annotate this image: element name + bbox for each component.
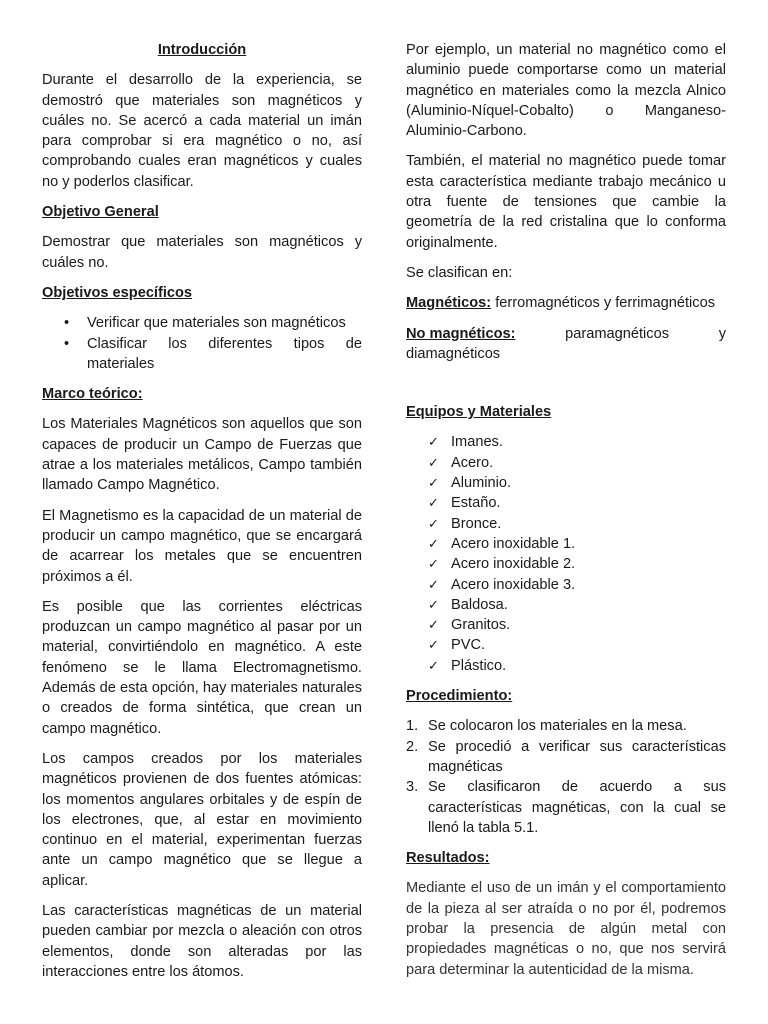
spacer [406, 374, 726, 402]
list-item-text: Acero inoxidable 2. [451, 556, 576, 573]
list-item-text: Bronce. [451, 515, 502, 532]
checkmark-icon: ✓ [428, 454, 439, 470]
list-item-text: Baldosa. [451, 596, 508, 613]
bullet-icon: • [64, 315, 70, 332]
step-number: 3. [406, 779, 419, 796]
list-item [406, 777, 726, 838]
left-column [42, 40, 362, 992]
right-column [406, 40, 726, 990]
theory-paragraph: Los Materiales Magnéticos son aquellos que son capaces de producir un Campo de Fuerzas que atrae a los materiales metálicos, Campo también llamado Campo Magnético. [42, 416, 362, 494]
equipment-heading: Equipos y Materiales [406, 404, 552, 421]
list-item [42, 313, 362, 333]
list-item-text: Granitos. [451, 617, 511, 634]
list-item-text: Estaño. [451, 495, 501, 512]
list-item-text: Se procedió a verificar sus características magnéticas [428, 738, 726, 775]
list-item [42, 334, 362, 375]
list-item-text: Se colocaron los materiales en la mesa. [428, 718, 687, 735]
list-item [406, 716, 726, 736]
checkmark-icon: ✓ [428, 535, 439, 551]
list-item [406, 595, 726, 615]
specific-objectives-list [42, 313, 362, 374]
checkmark-icon: ✓ [428, 637, 439, 653]
checkmark-icon: ✓ [428, 596, 439, 612]
checkmark-icon: ✓ [428, 617, 439, 633]
checkmark-icon: ✓ [428, 495, 439, 511]
theory-paragraph: El Magnetismo es la capacidad de un material de producir un campo magnético, que se encargará de acarrear los metales que se encuentren próximos a él. [42, 507, 362, 585]
nonmagnetic-label: No magnéticos: [406, 325, 516, 342]
results-heading: Resultados: [406, 850, 490, 867]
list-item [406, 635, 726, 655]
nonmagnetic-word: paramagnéticos [565, 325, 669, 342]
step-number: 2. [406, 738, 419, 755]
magnetic-classification [406, 293, 726, 313]
general-objective-heading: Objetivo General [42, 204, 159, 221]
checkmark-icon: ✓ [428, 434, 439, 450]
checkmark-icon: ✓ [428, 515, 439, 531]
theory-paragraph: Es posible que las corrientes eléctricas produzcan un campo magnético al pasar por un material, convirtiéndolo en magnético. A este fenómeno se le llama Electromagnetismo. Además de esta opción, hay materiales naturales o creados de forma sintética, que crean un campo magnético. [42, 598, 362, 737]
equipment-list [406, 432, 726, 676]
body-paragraph: Se clasifican en: [406, 264, 513, 281]
list-item [406, 737, 726, 778]
checkmark-icon: ✓ [428, 657, 439, 673]
bullet-icon: • [64, 335, 70, 352]
theory-paragraph: Las características magnéticas de un material pueden cambiar por mezcla o aleación con otros elementos, donde son alteradas por las interacciones entre los átomos. [42, 902, 362, 980]
list-item-text: Clasificar los diferentes tipos de materiales [87, 335, 362, 372]
procedure-list [406, 716, 726, 838]
magnetic-text: ferromagnéticos y ferrimagnéticos [495, 295, 716, 312]
list-item [406, 615, 726, 635]
list-item [406, 453, 726, 473]
list-item [406, 432, 726, 452]
list-item [406, 534, 726, 554]
list-item [406, 514, 726, 534]
list-item [406, 493, 726, 513]
results-paragraph: Mediante el uso de un imán y el comportamiento de la pieza al ser atraída o no por él, podremos probar la presencia de algún metal con propiedades magnéticas o no, que nos servirá para determinar la autenticidad de la misma. [406, 880, 726, 978]
list-item-text: Plástico. [451, 657, 507, 674]
checkmark-icon: ✓ [428, 475, 439, 491]
nonmagnetic-first-line [406, 324, 726, 344]
general-objective-paragraph: Demostrar que materiales son magnéticos y cuáles no. [42, 234, 362, 271]
list-item [406, 554, 726, 574]
body-paragraph: También, el material no magnético puede tomar esta característica mediante trabajo mecánico u otra fuente de tensiones que cambie la geometría de la red cristalina que lo conforma originalmente. [406, 153, 726, 251]
nonmagnetic-word: y [718, 325, 726, 342]
list-item-text: Se clasificaron de acuerdo a sus características magnéticas, con la cual se llenó la tabla 5.1. [428, 779, 726, 836]
checkmark-icon: ✓ [428, 576, 439, 592]
specific-objectives-heading: Objetivos específicos [42, 284, 193, 301]
theory-heading: Marco teórico: [42, 386, 143, 403]
body-paragraph: Por ejemplo, un material no magnético como el aluminio puede comportarse como un material magnético en materiales como la mezcla Alnico (Aluminio-Níquel-Cobalto) o Manganeso-Aluminio-Carbono. [406, 42, 726, 140]
list-item [406, 473, 726, 493]
list-item-text: PVC. [451, 637, 486, 654]
nonmagnetic-classification [406, 324, 726, 365]
intro-paragraph: Durante el desarrollo de la experiencia, se demostró que materiales son magnéticos y cuáles no. Se acercó a cada material un imán para comprobar si era magnético o no, así comprobando cuales eran magnéticos y cuales no y poderlos clasificar. [42, 72, 362, 190]
magnetic-label: Magnéticos: [406, 295, 492, 312]
list-item-text: Acero. [451, 454, 494, 471]
list-item-text: Acero inoxidable 3. [451, 576, 576, 593]
procedure-heading: Procedimiento: [406, 688, 513, 705]
list-item-text: Imanes. [451, 434, 503, 451]
list-item [406, 575, 726, 595]
step-number: 1. [406, 718, 419, 735]
intro-heading: Introducción [157, 42, 247, 58]
checkmark-icon: ✓ [428, 556, 439, 572]
theory-paragraph: Los campos creados por los materiales magnéticos provienen de dos fuentes atómicas: los momentos angulares orbitales y de espín de los electrones, que, al estar en movimiento continuo en el material, experimentan fuerzas ante un campo magnético que se llegue a aplicar. [42, 750, 362, 889]
list-item [406, 656, 726, 676]
list-item-text: Aluminio. [451, 475, 512, 492]
list-item-text: Verificar que materiales son magnéticos [87, 315, 346, 332]
nonmagnetic-second-line: diamagnéticos [406, 345, 501, 362]
list-item-text: Acero inoxidable 1. [451, 535, 576, 552]
